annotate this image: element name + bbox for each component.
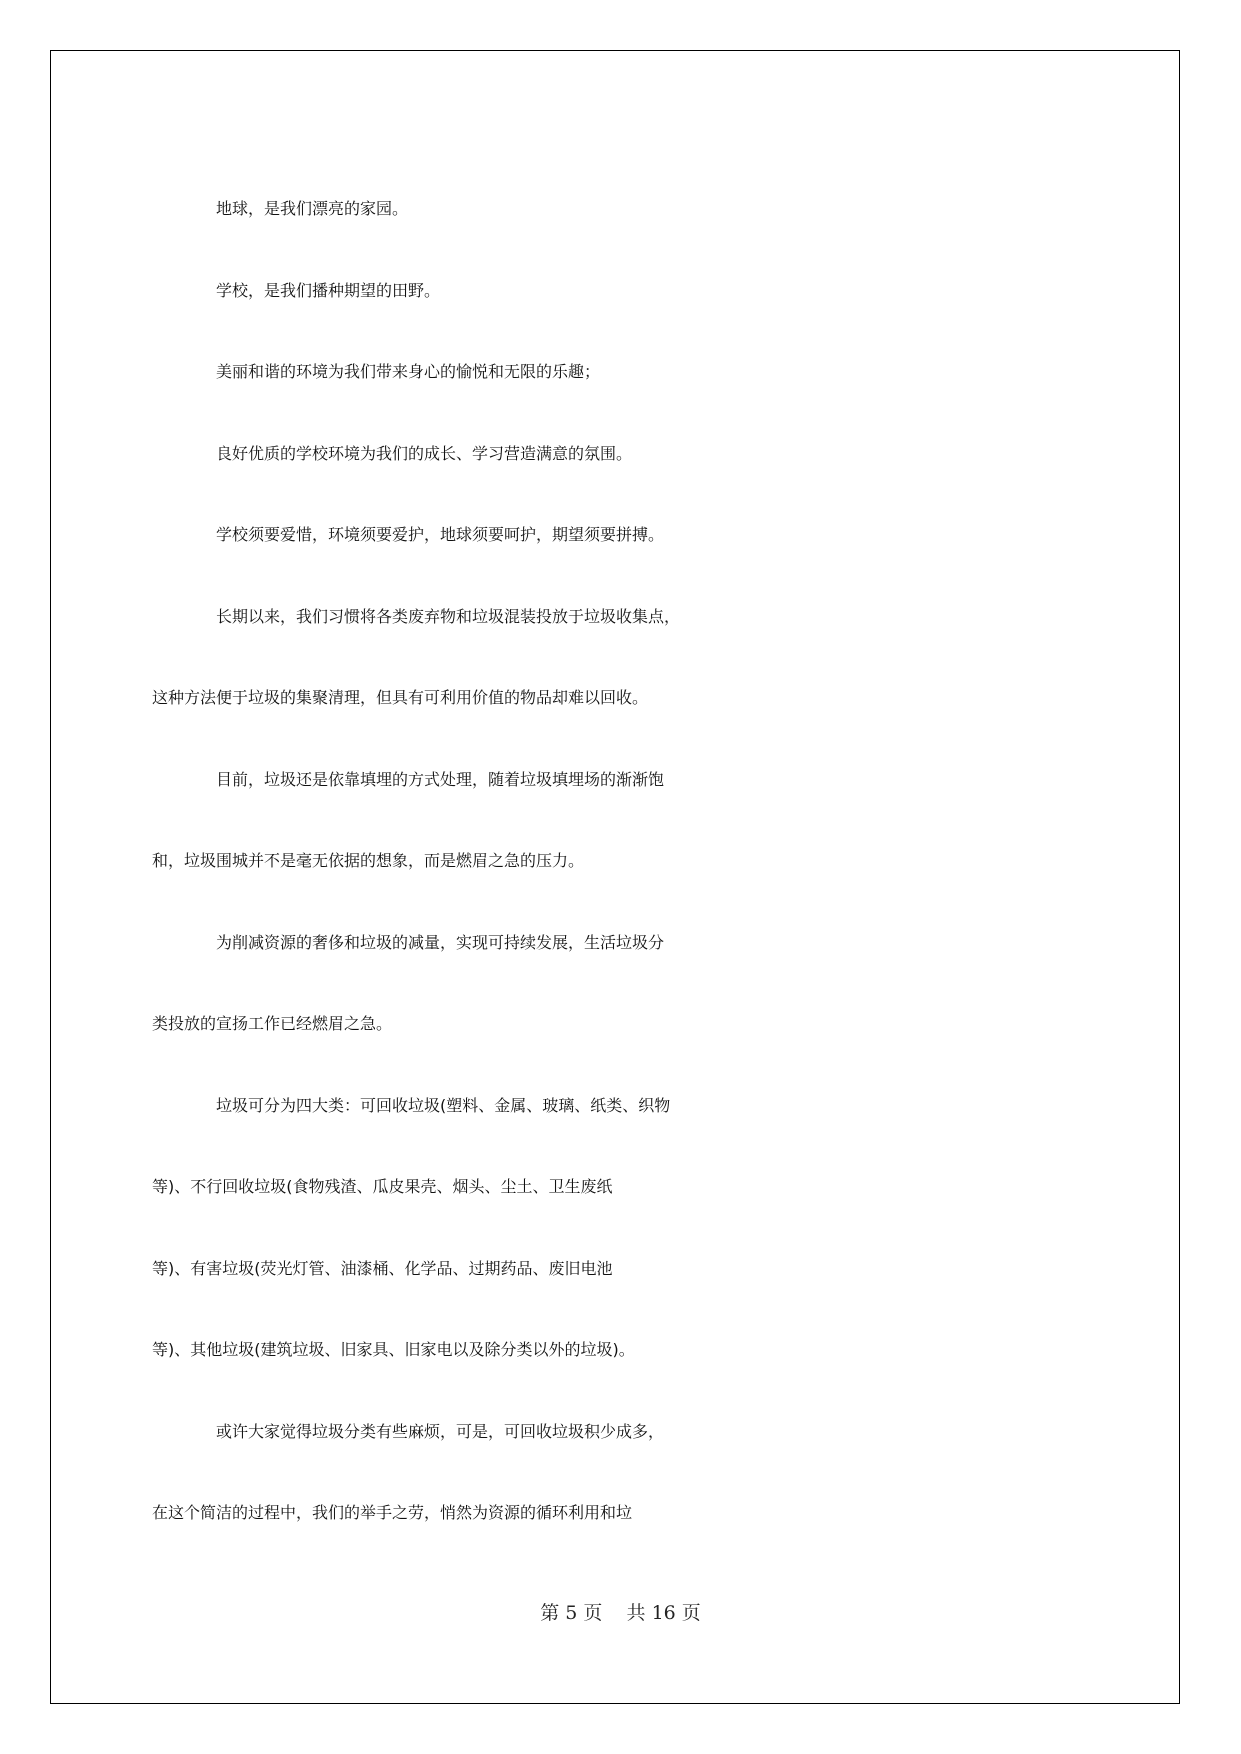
document-body	[152, 168, 1092, 1554]
text-line: 等)、不行回收垃圾(食物残渣、瓜皮果壳、烟头、尘土、卫生废纸	[152, 1177, 613, 1196]
text-line: 等)、有害垃圾(荧光灯管、油漆桶、化学品、过期药品、废旧电池	[152, 1258, 613, 1278]
paragraph	[152, 331, 1092, 413]
paragraph	[152, 168, 1092, 250]
paragraph	[152, 413, 1092, 495]
text-line: 和，垃圾围城并不是毫无依据的想象，而是燃眉之急的压力。	[152, 851, 585, 870]
text-line: 良好优质的学校环境为我们的成长、学习营造满意的氛围。	[216, 443, 633, 463]
text-line: 或许大家觉得垃圾分类有些麻烦，可是，可回收垃圾积少成多，	[216, 1421, 665, 1441]
text-line: 长期以来，我们习惯将各类废弃物和垃圾混装投放于垃圾收集点，	[216, 606, 681, 626]
page-total: 共 16 页	[626, 1602, 701, 1624]
text-line: 等)、其他垃圾(建筑垃圾、旧家具、旧家电以及除分类以外的垃圾)。	[152, 1340, 635, 1359]
paragraph	[152, 739, 1092, 902]
text-line: 目前，垃圾还是依靠填埋的方式处理，随着垃圾填埋场的渐渐饱	[216, 769, 665, 789]
page-number: 第 5 页	[540, 1602, 603, 1624]
text-line: 类投放的宣扬工作已经燃眉之急。	[152, 1014, 393, 1033]
text-line: 这种方法便于垃圾的集聚清理，但具有可利用价值的物品却难以回收。	[152, 688, 649, 707]
paragraph	[152, 494, 1092, 576]
text-line: 垃圾可分为四大类：可回收垃圾(塑料、金属、玻璃、纸类、织物	[216, 1095, 671, 1115]
text-line: 为削减资源的奢侈和垃圾的减量，实现可持续发展，生活垃圾分	[216, 932, 665, 952]
page-footer	[0, 1598, 1241, 1625]
text-line: 美丽和谐的环境为我们带来身心的愉悦和无限的乐趣；	[216, 362, 601, 381]
paragraph	[152, 1065, 1092, 1391]
paragraph	[152, 576, 1092, 739]
text-line: 学校须要爱惜，环境须要爱护，地球须要呵护，期望须要拼搏。	[216, 525, 665, 544]
text-line: 学校，是我们播种期望的田野。	[216, 280, 441, 300]
paragraph	[152, 250, 1092, 332]
paragraph	[152, 1391, 1092, 1554]
text-line: 地球，是我们漂亮的家园。	[216, 199, 409, 218]
text-line: 在这个简洁的过程中，我们的举手之劳，悄然为资源的循环利用和垃	[152, 1503, 633, 1522]
paragraph	[152, 902, 1092, 1065]
